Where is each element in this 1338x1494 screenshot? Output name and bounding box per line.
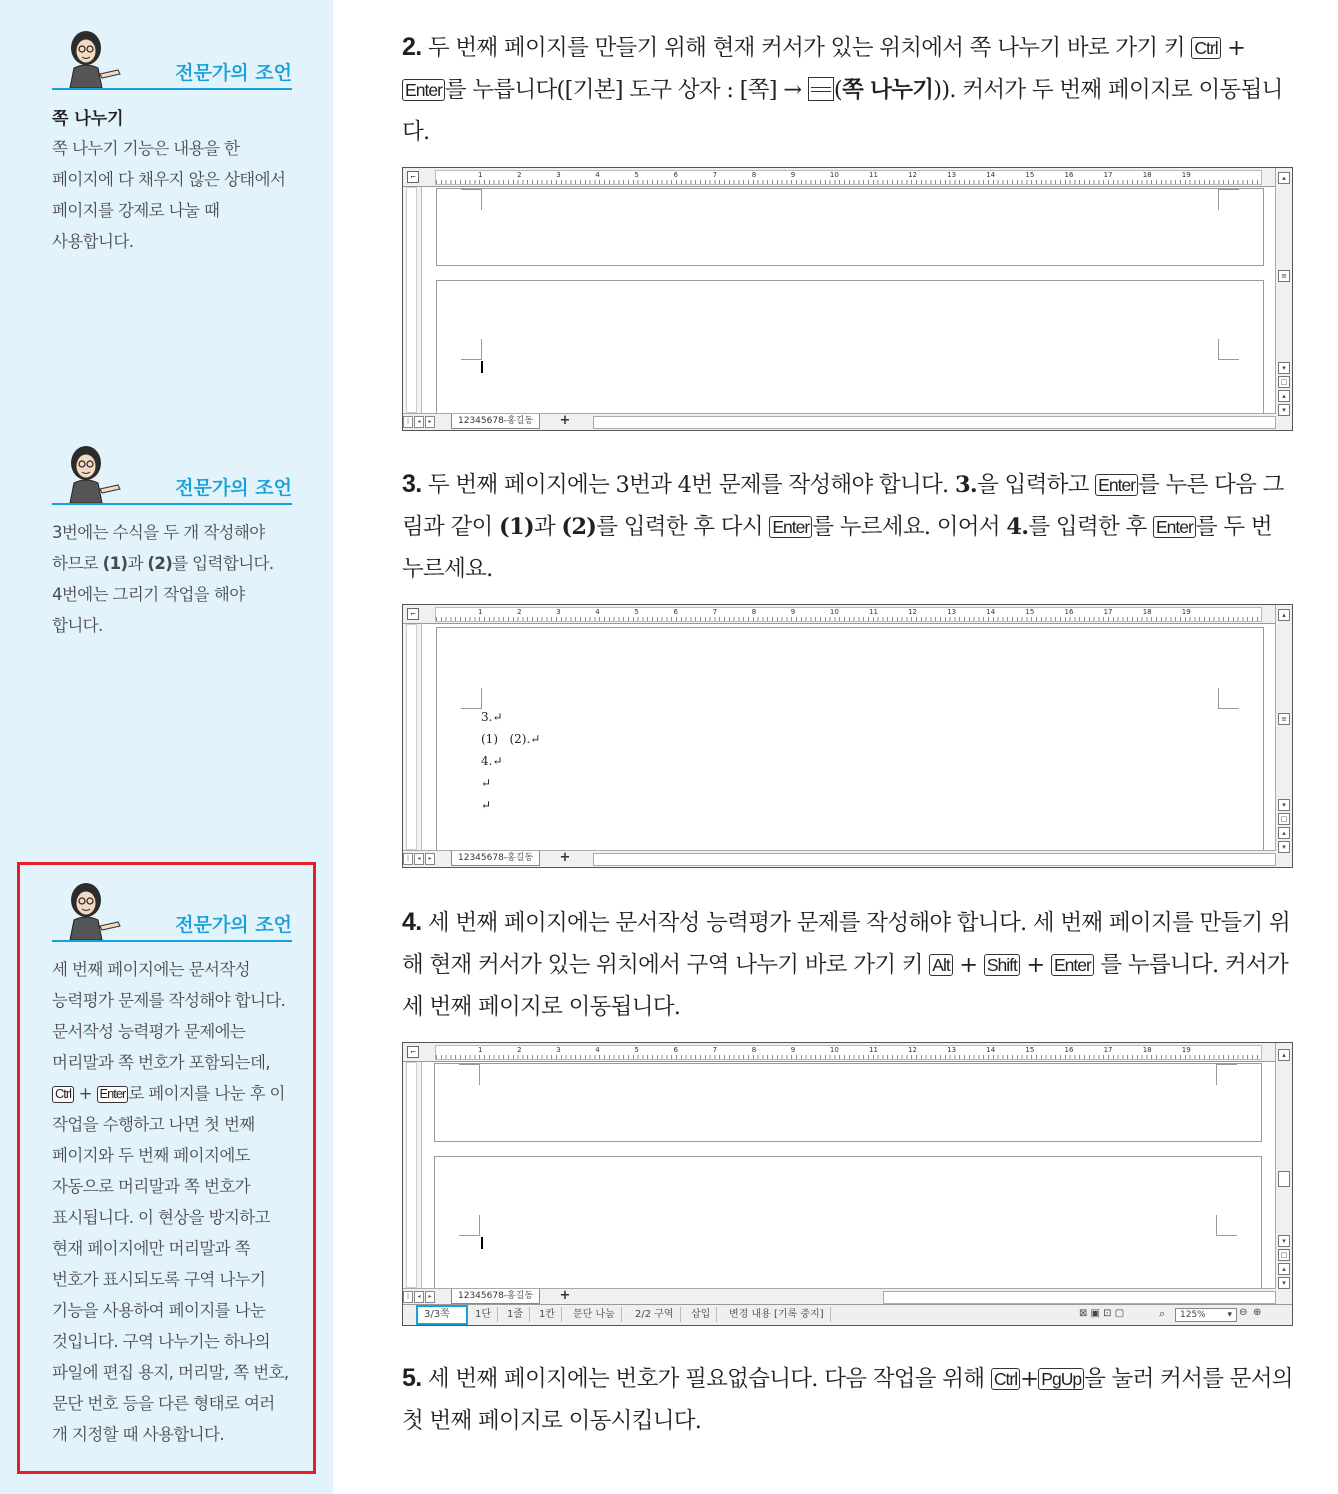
step-number: 4.: [402, 908, 422, 936]
vertical-ruler: [403, 187, 422, 413]
ruler-number: 9: [790, 608, 796, 616]
status-col: 1칸: [533, 1307, 562, 1322]
next-page-icon[interactable]: ▾: [1278, 1277, 1290, 1289]
page-icon[interactable]: □: [1278, 1249, 1290, 1261]
page-break-icon: [808, 77, 834, 101]
step-text: 과: [533, 514, 562, 540]
ruler-number: 12: [908, 608, 918, 616]
add-tab-button[interactable]: +: [559, 850, 571, 865]
doc-line: (1) (2).↵: [481, 732, 541, 746]
status-column: 1단: [469, 1307, 498, 1322]
zoom-value: 125%: [1180, 1310, 1206, 1320]
ruler-number: 6: [673, 171, 678, 179]
step-text: 를 누릅니다([기본] 도구 상자 : [쪽] →: [444, 77, 808, 103]
hwp-screenshot-1: [402, 167, 1293, 431]
ruler-corner-icon[interactable]: ⌐: [407, 1046, 419, 1058]
step-4-text: [402, 901, 1294, 1028]
tip-bold: (1): [102, 554, 128, 573]
step-text: 세 번째 페이지에는 번호가 필요없습니다. 다음 작업을 위해: [421, 1366, 991, 1392]
step-2-text: [402, 26, 1294, 153]
ruler-number: 13: [947, 1046, 957, 1054]
add-tab-button[interactable]: +: [559, 413, 571, 428]
ruler-strip[interactable]: [435, 1045, 1262, 1060]
ruler-number: 7: [712, 608, 718, 616]
expert-tip-3: [52, 880, 292, 1450]
step-text: )). 커서가 두 번째 페이지로 이동됩니다.: [402, 77, 1283, 145]
vertical-scrollbar[interactable]: [1275, 168, 1292, 430]
next-tab-icon[interactable]: ▸: [425, 1291, 435, 1303]
tip-text: 세 번째 페이지에는 문서작성 능력평가 문제를 작성해야 합니다. 문서작성 능력평가 문제에는 머리말과 쪽 번호가 포함되는데,: [52, 960, 286, 1072]
tip-header: [52, 28, 292, 90]
sheet-bar: [403, 1288, 1276, 1305]
tip-text: 과: [127, 554, 148, 573]
tab-navigation: [403, 853, 447, 864]
horizontal-scrollbar[interactable]: [883, 1291, 1276, 1304]
zoom-icon[interactable]: ⌕: [1159, 1307, 1166, 1320]
ruler-number: 12: [908, 1046, 918, 1054]
ruler-number: 15: [1025, 1046, 1035, 1054]
step-number: 3.: [402, 470, 422, 498]
ruler-number: 6: [673, 1046, 678, 1054]
first-tab-icon[interactable]: |: [403, 853, 413, 865]
margin-mark: [459, 1215, 480, 1236]
page-1[interactable]: [436, 188, 1264, 266]
ruler-number: 14: [986, 1046, 996, 1054]
prev-tab-icon[interactable]: ◂: [414, 1291, 424, 1303]
ruler-number: 17: [1103, 608, 1113, 616]
ruler-number: 8: [751, 1046, 757, 1054]
ruler-number: 11: [869, 608, 878, 616]
prev-page-icon[interactable]: ▴: [1278, 390, 1290, 402]
ruler-number: 12: [908, 171, 918, 179]
expert-tip-1: [52, 28, 292, 257]
tip-header: [52, 880, 292, 942]
key-enter: Enter: [97, 1086, 129, 1103]
ruler-number: 2: [517, 1046, 522, 1054]
ruler-number: 8: [751, 171, 757, 179]
ruler-number: 3: [556, 1046, 561, 1054]
vruler-strip: [406, 1062, 417, 1288]
tip-text: 로 페이지를 나눈 후 이 작업을 수행하고 나면 첫 번째 페이지와 두 번째 페이지에도 자동으로 머리말과 쪽 번호가 표시됩니다. 이 현상을 방지하고 현재 페이지에만 머리말과 쪽 번호가 표시되도록 구역 나누기 기능을 사용하여 페이지를 나눈 것입니다. 구역 나누기는 하나의 파일에 편집 용지, 머리말, 쪽 번호, 문단 번호 등을 다른 형태로 여러 개 지정할 때 사용합니다.: [52, 1084, 289, 1444]
tip-subheading: 쪽 나누기: [52, 109, 124, 129]
tip-text: +: [74, 1084, 97, 1103]
ruler-number: 17: [1103, 171, 1113, 179]
sheet-tab[interactable]: 12345678-홍길동: [451, 414, 540, 429]
step-bold: 4.: [1006, 514, 1029, 540]
step-bold: (1): [499, 514, 534, 540]
page-icon[interactable]: □: [1278, 376, 1290, 388]
ruler-number: 18: [1142, 608, 1152, 616]
vertical-scrollbar[interactable]: [1275, 605, 1292, 867]
doc-line: ↵: [481, 776, 492, 790]
step-text: 를 누릅니다. 커서가 세 번째 페이지로 이동됩니다.: [402, 952, 1288, 1020]
scroll-up-icon[interactable]: ▴: [1278, 172, 1290, 184]
vruler-strip: [406, 187, 417, 413]
ruler-number: 4: [595, 1046, 600, 1054]
status-paragraph: 문단 나눔: [567, 1307, 622, 1322]
ruler-number: 14: [986, 171, 996, 179]
ruler-number: 18: [1142, 171, 1152, 179]
ruler-number: 11: [869, 171, 878, 179]
scroll-up-icon[interactable]: ▴: [1278, 609, 1290, 621]
ruler-number: 8: [751, 608, 757, 616]
vruler-strip: [406, 624, 417, 850]
add-tab-button[interactable]: +: [559, 1288, 571, 1303]
view-mode-icon[interactable]: ⊠ ▣ ⊡ ▢: [1079, 1308, 1125, 1319]
margin-mark: [461, 688, 482, 709]
step-text: 을 눌러 커서를 문서의 첫 번째 페이지로 이동시킵니다.: [402, 1366, 1293, 1434]
ruler-strip[interactable]: [435, 607, 1262, 622]
scroll-thumb[interactable]: [1278, 1171, 1290, 1187]
margin-mark: [1218, 189, 1239, 210]
ruler-number: 13: [947, 171, 957, 179]
expert-avatar-icon: [56, 880, 126, 940]
ruler-number: 16: [1064, 171, 1074, 179]
ruler-number: 17: [1103, 1046, 1113, 1054]
ruler-number: 5: [634, 171, 639, 179]
hwp-screenshot-3: [402, 1042, 1293, 1326]
doc-line: 3.↵: [481, 710, 503, 724]
vertical-ruler: [403, 1062, 422, 1288]
zoom-in-icon[interactable]: ⊕: [1253, 1307, 1262, 1318]
step-bold: 쪽 나누기: [842, 77, 934, 103]
prev-tab-icon[interactable]: ◂: [414, 416, 424, 428]
ruler-number: 9: [790, 1046, 796, 1054]
sheet-tab[interactable]: 12345678-홍길동: [451, 1289, 540, 1304]
key-enter: Enter: [769, 516, 812, 538]
status-bar: [403, 1304, 1292, 1325]
next-page-icon[interactable]: ▾: [1278, 404, 1290, 416]
ruler-corner-icon[interactable]: ⌐: [407, 608, 419, 620]
step-text: 두 번째 페이지에는 3번과 4번 문제를 작성해야 합니다.: [421, 472, 955, 498]
ruler-number: 7: [712, 171, 718, 179]
tab-navigation: [403, 416, 447, 427]
first-tab-icon[interactable]: |: [403, 1291, 413, 1303]
page-2[interactable]: [436, 627, 1264, 859]
expert-tip-2: [52, 443, 292, 641]
tip-text: 3번에는 수식을 두 개 작성해야 하므로: [52, 523, 265, 573]
ruler-number: 16: [1064, 608, 1074, 616]
ruler-number: 5: [634, 608, 639, 616]
ruler-number: 2: [517, 608, 522, 616]
key-ctrl: Ctrl: [991, 1368, 1020, 1390]
step-number: 5.: [402, 1364, 422, 1392]
page-2[interactable]: [434, 1063, 1262, 1142]
ruler-number: 2: [517, 171, 522, 179]
key-enter: Enter: [1095, 474, 1138, 496]
ruler-number: 13: [947, 608, 957, 616]
tip-title: 전문가의 조언: [175, 914, 292, 936]
tip-body: [52, 517, 292, 641]
status-mode[interactable]: 삽입: [685, 1307, 717, 1322]
ruler-number: 19: [1181, 608, 1191, 616]
ruler-number: 18: [1142, 1046, 1152, 1054]
key-ctrl: Ctrl: [52, 1086, 74, 1103]
margin-mark: [1216, 1215, 1237, 1236]
sheet-tab[interactable]: 12345678-홍길동: [451, 851, 540, 866]
ruler-number: 6: [673, 608, 678, 616]
ruler-strip[interactable]: [435, 170, 1262, 185]
zoom-out-icon[interactable]: ⊖: [1239, 1307, 1248, 1318]
ruler-number: 14: [986, 608, 996, 616]
scroll-down-icon[interactable]: ▾: [1278, 799, 1290, 811]
margin-mark: [1216, 1064, 1237, 1085]
margin-mark: [461, 339, 482, 360]
step-text: 세 번째 페이지에는 문서작성 능력평가 문제를 작성해야 합니다. 세 번째 페이지를 만들기 위해 현재 커서가 있는 위치에서 구역 나누기 바로 가기 키: [402, 910, 1291, 978]
ruler-number: 10: [829, 1046, 839, 1054]
chevron-down-icon: ▾: [1227, 1310, 1232, 1320]
ruler-number: 16: [1064, 1046, 1074, 1054]
step-bold: (2): [561, 514, 597, 540]
key-enter: Enter: [1051, 954, 1094, 976]
text-cursor: [481, 361, 483, 373]
key-ctrl: Ctrl: [1191, 37, 1220, 59]
key-enter: Enter: [1153, 516, 1196, 538]
horizontal-scrollbar[interactable]: [593, 853, 1276, 866]
ruler-number: 3: [556, 608, 561, 616]
margin-mark: [1218, 339, 1239, 360]
tip-title: 전문가의 조언: [175, 62, 292, 84]
sheet-bar: [403, 850, 1276, 867]
step-text: +: [1020, 1366, 1039, 1392]
scroll-up-icon[interactable]: ▴: [1278, 1049, 1290, 1061]
key-enter: Enter: [402, 79, 445, 101]
step-text: 를 누른 다음 그림과 같이: [402, 472, 1284, 540]
ruler-number: 4: [595, 608, 600, 616]
split-icon[interactable]: ≡: [1278, 270, 1290, 282]
next-page-icon[interactable]: ▾: [1278, 841, 1290, 853]
key-alt: Alt: [929, 954, 952, 976]
status-page[interactable]: 3/3쪽: [416, 1305, 468, 1325]
step-text: +: [1019, 952, 1051, 978]
ruler-number: 1: [478, 608, 483, 616]
first-tab-icon[interactable]: |: [403, 416, 413, 428]
tip-title: 전문가의 조언: [175, 477, 292, 499]
tip-header: [52, 443, 292, 505]
step-text: 를 입력한 후: [1028, 514, 1153, 540]
page-2[interactable]: [436, 280, 1264, 416]
sheet-bar: [403, 413, 1276, 430]
horizontal-ruler: [403, 168, 1292, 187]
ruler-number: 15: [1025, 608, 1035, 616]
margin-mark: [1218, 688, 1239, 709]
scroll-down-icon[interactable]: ▾: [1278, 1235, 1290, 1247]
step-3-text: [402, 463, 1294, 590]
status-line: 1줄: [501, 1307, 530, 1322]
horizontal-ruler: [403, 605, 1292, 624]
zoom-select[interactable]: [1175, 1308, 1237, 1322]
step-text: 를 입력한 후 다시: [596, 514, 770, 540]
doc-line: ↵: [481, 798, 492, 812]
ruler-number: 10: [829, 171, 839, 179]
expert-avatar-icon: [56, 443, 126, 503]
margin-mark: [459, 1064, 480, 1085]
ruler-number: 4: [595, 171, 600, 179]
prev-tab-icon[interactable]: ◂: [414, 853, 424, 865]
step-text: 을 입력하고: [977, 472, 1096, 498]
key-shift: Shift: [984, 954, 1020, 976]
step-number: 2.: [402, 33, 422, 61]
page-3[interactable]: [434, 1156, 1262, 1292]
status-track-changes[interactable]: 변경 내용 [기록 중지]: [723, 1307, 831, 1322]
ruler-number: 5: [634, 1046, 639, 1054]
document-text: [481, 706, 540, 816]
vertical-scrollbar[interactable]: [1275, 1043, 1292, 1305]
step-text: 를 두 번 누르세요.: [402, 514, 1272, 582]
ruler-number: 19: [1181, 171, 1191, 179]
step-bold: 3.: [954, 472, 978, 498]
sidebar: [0, 0, 333, 1494]
status-section: 2/2 구역: [629, 1307, 681, 1322]
horizontal-scrollbar[interactable]: [593, 416, 1276, 429]
step-text: (: [833, 77, 842, 103]
step-text: 를 누르세요. 이어서: [812, 514, 1007, 540]
step-text: +: [1220, 35, 1246, 61]
tip-bold: (2): [147, 554, 173, 573]
hwp-screenshot-2: [402, 604, 1293, 868]
doc-line: 4.↵: [481, 754, 503, 768]
text-cursor: [481, 1237, 483, 1249]
tip-body: [52, 954, 292, 1450]
ruler-number: 11: [869, 1046, 878, 1054]
prev-page-icon[interactable]: ▴: [1278, 827, 1290, 839]
ruler-number: 10: [829, 608, 839, 616]
ruler-number: 1: [478, 171, 483, 179]
expert-avatar-icon: [56, 28, 126, 88]
step-text: 두 번째 페이지를 만들기 위해 현재 커서가 있는 위치에서 쪽 나누기 바로 가기 키: [421, 35, 1192, 61]
horizontal-ruler: [403, 1043, 1292, 1062]
next-tab-icon[interactable]: ▸: [425, 416, 435, 428]
ruler-number: 1: [478, 1046, 483, 1054]
next-tab-icon[interactable]: ▸: [425, 853, 435, 865]
vertical-ruler: [403, 624, 422, 850]
scroll-down-icon[interactable]: ▾: [1278, 362, 1290, 374]
ruler-number: 7: [712, 1046, 718, 1054]
tab-navigation: [403, 1291, 447, 1302]
step-5-text: [402, 1357, 1294, 1442]
ruler-number: 15: [1025, 171, 1035, 179]
key-pgup: PgUp: [1038, 1368, 1084, 1390]
ruler-number: 9: [790, 171, 796, 179]
ruler-number: 19: [1181, 1046, 1191, 1054]
split-icon[interactable]: ≡: [1278, 713, 1290, 725]
page-icon[interactable]: □: [1278, 813, 1290, 825]
tip-text: 를 입력합니다. 4번에는 그리기 작업을 해야 합니다.: [52, 554, 274, 635]
ruler-corner-icon[interactable]: ⌐: [407, 171, 419, 183]
margin-mark: [461, 189, 482, 210]
tip-body: 쪽 나누기 기능은 내용을 한 페이지에 다 채우지 않은 상태에서 페이지를 강제로 나눌 때 사용합니다.: [52, 139, 286, 251]
ruler-number: 3: [556, 171, 561, 179]
prev-page-icon[interactable]: ▴: [1278, 1263, 1290, 1275]
step-text: +: [952, 952, 984, 978]
